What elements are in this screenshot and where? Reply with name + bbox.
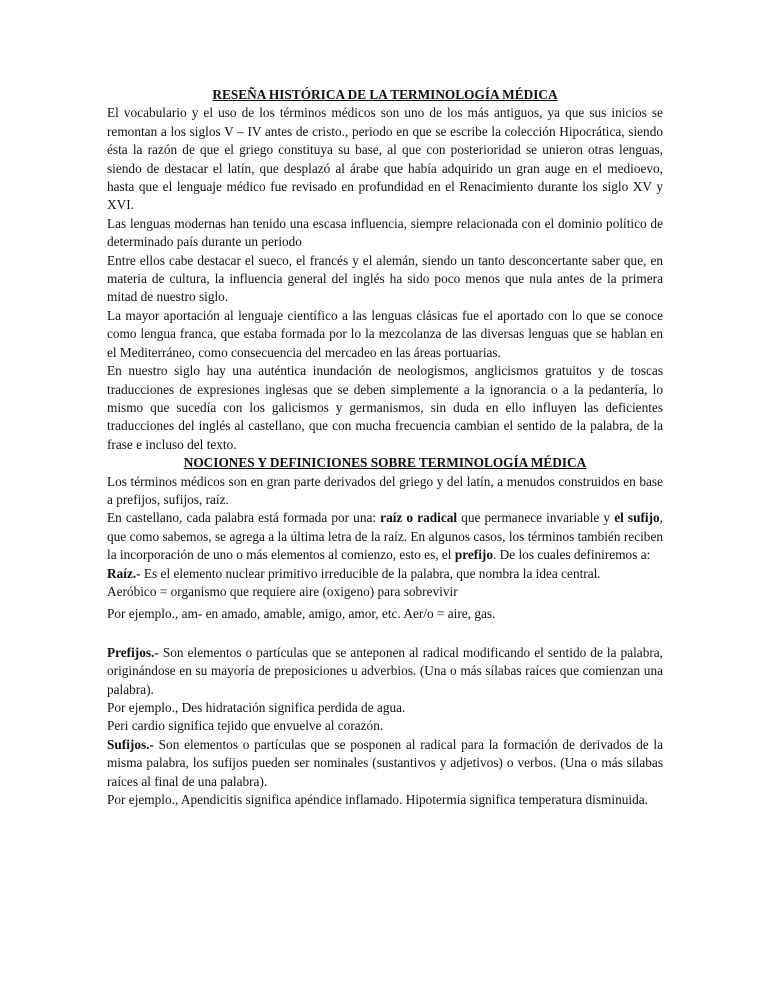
castellano-paragraph — [107, 509, 663, 564]
example-prefijo: Por ejemplo., Des hidratación significa perdida de agua. — [107, 700, 406, 715]
raiz-definition — [107, 565, 663, 583]
document-page — [107, 86, 663, 809]
prefijos-definition — [107, 644, 663, 699]
section1-title: RESEÑA HISTÓRICA DE LA TERMINOLOGÍA MÉDICA — [212, 87, 558, 102]
section1-paragraph: En nuestro siglo hay una auténtica inundación de neologismos, anglicismos gratuitos y de toscas traducciones de expresiones inglesas que se deben simplemente a la ignorancia o a la pedantería, lo mismo que sucedía con los galicismos y germanismos, sin duda en ello influyen las deficientes traducciones del inglés al castellano, que con mucha frecuencia cambian el sentido de la palabra, de la frase e incluso del texto. — [107, 363, 663, 452]
raiz-label: Raíz.- — [107, 565, 141, 581]
prefijos-text: Son elementos o partículas que se anteponen al radical modificando el sentido de la palabra, originándose en su mayoría de preposiciones u adverbios. (Una o más sílabas raíces que comienzan una palabra). — [107, 644, 663, 697]
section2-intro: Los términos médicos son en gran parte derivados del griego y del latín, a menudos construidos en base a prefijos, sufijos, raíz. — [107, 473, 663, 507]
sufijos-text: Son elementos o partículas que se posponen al radical para la formación de derivados de la misma palabra, los sufijos pueden ser nominales (sustantivos y adjetivos) o verbos. (Una o más silabas raíces al final de una palabra). — [107, 736, 663, 789]
castellano-text-3: , que como sabemos, se agrega a la última letra de la raíz. En algunos casos, los términos también reciben la incorporación de uno o más elementos al comienzo, esto es, el — [107, 510, 663, 563]
sufijos-definition — [107, 736, 663, 791]
example-sufijo: Por ejemplo., Apendicitis significa apéndice inflamado. Hipotermia significa temperatura disminuida. — [107, 792, 648, 808]
prefijo-term: prefijo — [454, 547, 493, 563]
section1-paragraph: Entre ellos cabe destacar el sueco, el francés y el alemán, siendo un tanto desconcertante saber que, en materia de cultura, la influencia general del inglés ha sido poco menos que nula antes de la primera mitad de nuestro siglo. — [107, 252, 663, 305]
castellano-text-4: . De los cuales definiremos a: — [493, 547, 651, 563]
castellano-text-2: que permanece invariable y — [457, 510, 615, 526]
castellano-text-1: En castellano, cada palabra está formada por una: — [107, 510, 381, 526]
example-raiz: Por ejemplo., am- en amado, amable, amigo, amor, etc. Aer/o = aire, gas. — [107, 606, 496, 622]
raiz-text: Es el elemento nuclear primitivo irreducible de la palabra, que nombra la idea central. — [140, 565, 601, 581]
section1-paragraph: El vocabulario y el uso de los términos médicos son uno de los más antiguos, ya que sus inicios se remontan a los siglos V – IV antes de cristo., periodo en que se escribe la colección Hipocrática, siendo ésta la razón de que el griego constituya su base, al que con posterioridad se unieron otras lenguas, siendo de destacar el latín, que desplazó al árabe que había adquirido un gran auge en el medioevo, hasta que el lenguaje médico fue revisado en profundidad en el Renacimiento durante los siglo XV y XVI. — [107, 105, 663, 213]
section1-paragraph: La mayor aportación al lenguaje científico a las lenguas clásicas fue el aportado con lo que se conoce como lengua franca, que estaba formada por lo la mezcolanza de las diversas lenguas que se hablan en el Mediterráneo, como consecuencia del mercadeo en las áreas portuarias. — [107, 307, 663, 360]
prefijos-label: Prefijos.- — [107, 644, 159, 660]
section2-title: NOCIONES Y DEFINICIONES SOBRE TERMINOLOGÍA MÉDICA — [183, 455, 587, 471]
section1-paragraph: Las lenguas modernas han tenido una escasa influencia, siempre relacionada con el dominio político de determinado país durante un periodo — [107, 215, 663, 250]
pericardio-line: Peri cardio significa tejido que envuelve al corazón. — [107, 718, 384, 734]
raiz-radical-term: raíz o radical — [380, 510, 458, 526]
blank-line — [107, 624, 663, 644]
sufijos-label: Sufijos.- — [107, 736, 154, 752]
sufijo-term: el sufijo — [614, 510, 660, 526]
aerobico-line: Aeróbico = organismo que requiere aire (oxigeno) para sobrevivir — [107, 583, 458, 599]
